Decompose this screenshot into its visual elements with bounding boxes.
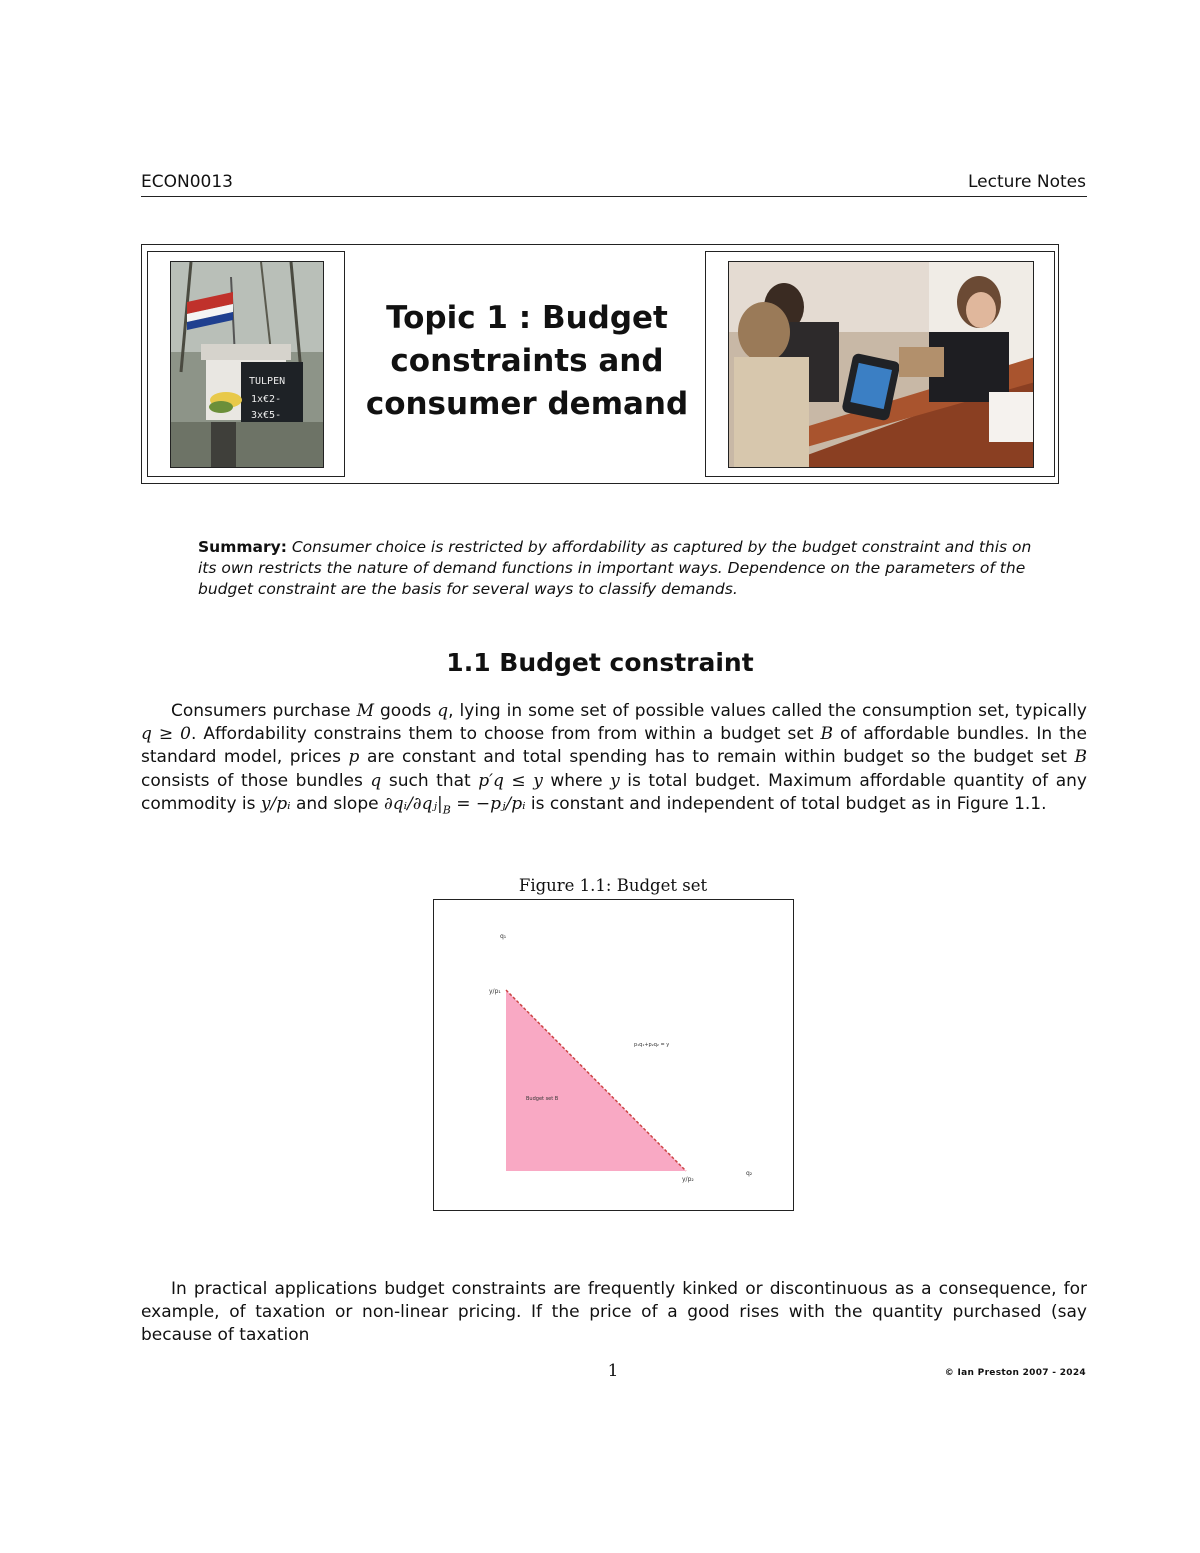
summary — [198, 537, 1032, 600]
math-B: B — [1074, 747, 1087, 768]
flower-stall-image — [171, 262, 324, 468]
topic-title-line-1: Topic 1 : Budget — [386, 300, 668, 336]
math-slope-sub: B — [442, 803, 451, 817]
label-budget-line: p₁q₁+p₂q₂ = y — [634, 1042, 670, 1048]
label-y-over-p2: y/p₂ — [682, 1176, 694, 1183]
cafe-payment-photo — [728, 261, 1034, 468]
text-run: consists of those bundles — [141, 770, 371, 791]
math-slope-eq: = −pⱼ/pᵢ — [450, 793, 526, 814]
math-y: y — [610, 770, 620, 791]
label-budget-set: Budget set B — [526, 1096, 559, 1102]
paragraph-budget-constraint — [141, 700, 1087, 821]
left-photo-frame — [147, 251, 345, 477]
text-run: such that — [381, 770, 479, 791]
copyright-notice: © Ian Preston 2007 - 2024 — [944, 1368, 1086, 1378]
page-number: 1 — [607, 1361, 619, 1381]
text-run: , lying in some set of possible values called the consumption set, typically — [448, 701, 1087, 721]
text-run: is constant and independent of total budget as in Figure 1.1. — [525, 793, 1047, 814]
figure-caption: Figure 1.1: Budget set — [518, 876, 708, 895]
title-frame — [141, 244, 1059, 484]
svg-text:1x€2-: 1x€2- — [251, 394, 282, 405]
math-y-over-pi: y/pᵢ — [260, 793, 291, 814]
text-run: and slope — [290, 793, 384, 814]
summary-text: Consumer choice is restricted by affordability as captured by the budget constraint and this on its own restricts the nature of demand functions in important ways. Dependence on the parameters of the budget constraint are the basis for several ways to classify demands. — [198, 538, 1032, 598]
topic-title-line-2: constraints and — [390, 343, 664, 379]
flower-stall-photo — [170, 261, 324, 468]
svg-text:3x€5-: 3x€5- — [251, 410, 282, 421]
math-slope: ∂qᵢ/∂qⱼ| — [383, 793, 443, 814]
summary-label: Summary: — [198, 538, 287, 556]
cafe-payment-image — [729, 262, 1034, 468]
header-rule — [141, 196, 1087, 197]
math-B: B — [820, 724, 833, 745]
figure-budget-set — [433, 899, 794, 1211]
text-run: where — [542, 770, 611, 791]
text-run: of affordable bundles. In the standard model, prices — [141, 724, 1088, 768]
math-p: p — [348, 747, 360, 768]
math-budget-inequality: p′q ≤ y — [478, 770, 543, 791]
right-photo-frame — [705, 251, 1055, 477]
text-run: is total budget. Maximum affordable quantity of any commodity is — [141, 770, 1087, 814]
math-q: q — [370, 770, 382, 791]
math-q: q — [437, 701, 449, 721]
label-q1-axis: q₁ — [500, 933, 507, 940]
label-y-over-p1: y/p₁ — [489, 988, 501, 995]
math-M: M — [356, 701, 375, 721]
header-lecture-notes: Lecture Notes — [968, 172, 1086, 192]
section-title: 1.1 Budget constraint — [446, 648, 754, 677]
topic-title-line-3: consumer demand — [365, 386, 689, 422]
paragraph-kinked-constraints — [141, 1278, 1087, 1348]
svg-text:TULPEN: TULPEN — [249, 376, 286, 387]
math-q-nonneg: q ≥ 0 — [141, 724, 191, 745]
budget-set-diagram — [434, 900, 792, 1209]
text-run: goods — [374, 701, 438, 721]
text-run: are constant and total spending has to remain within budget so the budget set — [359, 747, 1075, 768]
text-run: Consumers purchase — [171, 701, 357, 721]
header-course-code: ECON0013 — [141, 172, 233, 192]
topic-title — [357, 297, 697, 426]
label-q2-axis: q₂ — [746, 1170, 753, 1177]
paragraph-kinked-text: In practical applications budget constraints are frequently kinked or discontinuous as a consequence, for example, of taxation or non-linear pricing. If the price of a good rises with the quantity purchased (say because of taxation — [141, 1279, 1087, 1346]
text-run: . Affordability constrains them to choose from from within a budget set — [190, 724, 821, 745]
